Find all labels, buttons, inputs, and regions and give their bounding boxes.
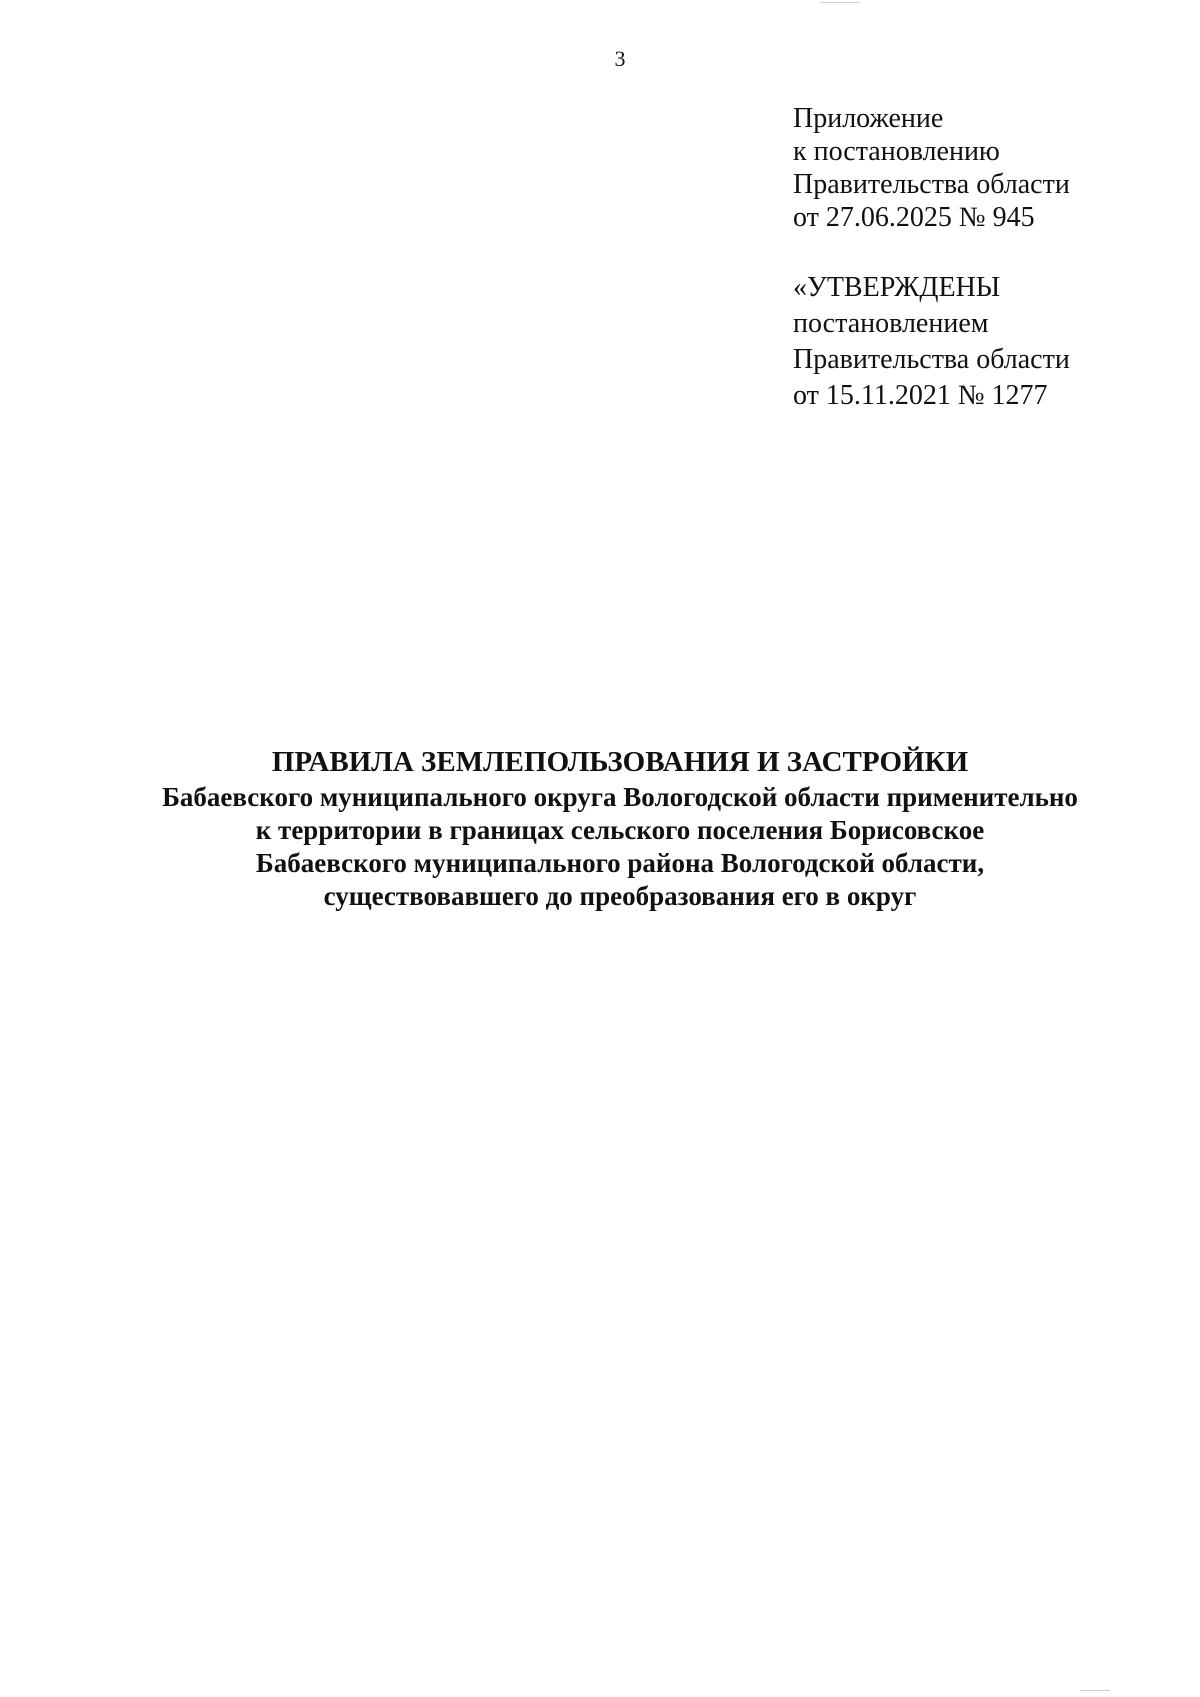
- appendix-date-number: от 27.06.2025 № 945: [793, 202, 1035, 233]
- appendix-authority: Правительства области: [793, 169, 1070, 200]
- appendix-header: [793, 102, 1173, 234]
- document-subtitle-line-3: Бабаевского муниципального района Вологодской области,: [255, 848, 985, 878]
- appendix-title: Приложение: [793, 103, 944, 134]
- approval-stamp-text: [793, 270, 1173, 414]
- page-number: 3: [614, 46, 626, 71]
- document-subtitle-line-1: Бабаевского муниципального округа Вологодской области применительно: [162, 782, 1078, 812]
- appendix-reference: к постановлению: [793, 136, 1000, 167]
- document-title-block: [100, 743, 1140, 913]
- approved-date-number: от 15.11.2021 № 1277: [793, 380, 1048, 411]
- document-subtitle-line-2: к территории в границах сельского поселения Борисовское: [255, 815, 985, 845]
- document-title: ПРАВИЛА ЗЕМЛЕПОЛЬЗОВАНИЯ И ЗАСТРОЙКИ: [271, 746, 969, 778]
- approved-authority: Правительства области: [793, 344, 1070, 375]
- scan-artifact-top: [820, 2, 860, 3]
- approved-by: постановлением: [793, 308, 989, 339]
- scan-artifact-bottom: [1080, 1690, 1110, 1691]
- approved-title: «УТВЕРЖДЕНЫ: [793, 272, 1001, 303]
- document-subtitle-line-4: существовавшего до преобразования его в округ: [323, 881, 917, 911]
